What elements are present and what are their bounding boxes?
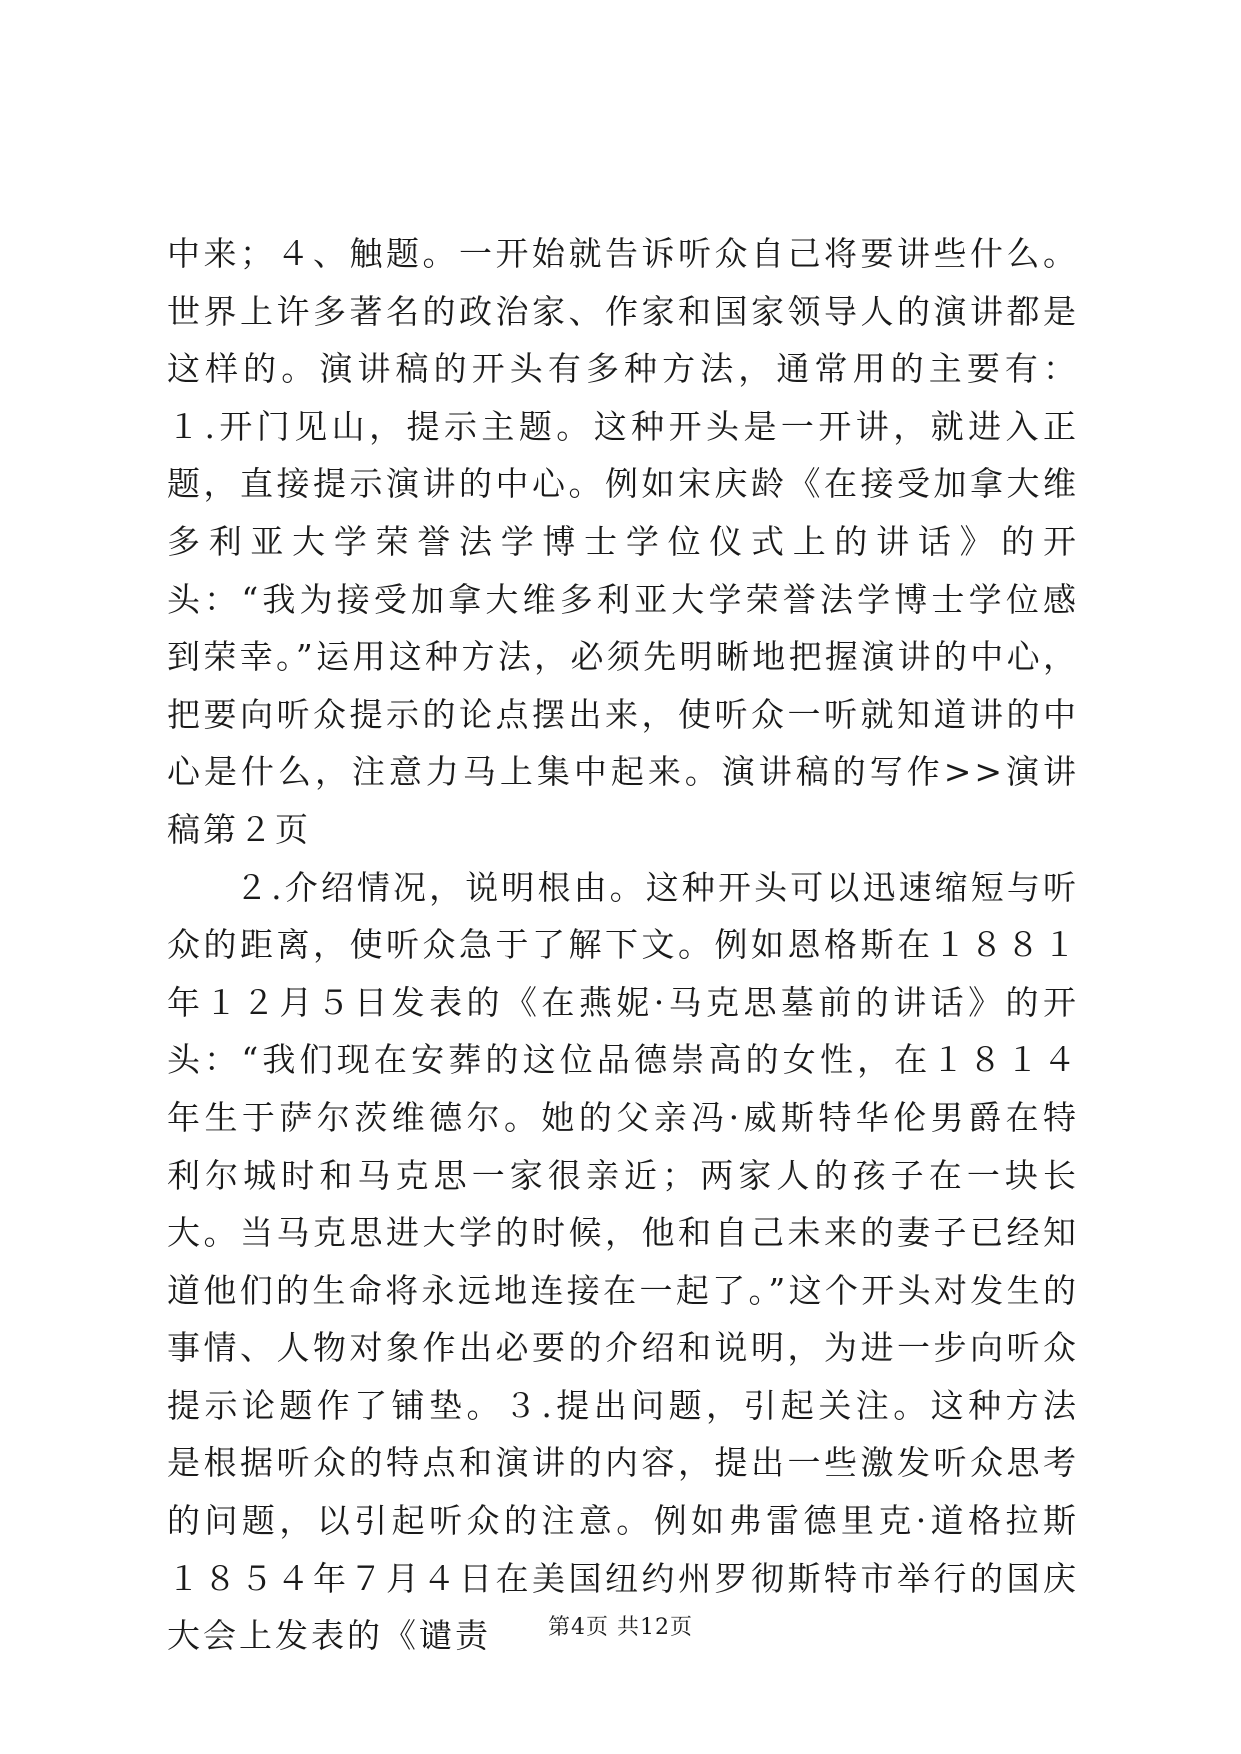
paragraph-1: 中来；４、触题。一开始就告诉听众自己将要讲些什么。世界上许多著名的政治家、作家和国家领导人的演讲都是这样的。演讲稿的开头有多种方法，通常用的主要有：１.开门见山，提示主题。这种开头是一开讲，就进入正题，直接提示演讲的中心。例如宋庆龄《在接受加拿大维多利亚大学荣誉法学博士学位仪式上的讲话》的开头：“我为接受加拿大维多利亚大学荣誉法学博士学位感到荣幸。”运用这种方法，必须先明晰地把握演讲的中心，把要向听众提示的论点摆出来，使听众一听就知道讲的中心是什么，注意力马上集中起来。演讲稿的写作>>演讲稿第２页	[167, 234, 1079, 849]
page-number-footer: 第4页 共12页	[548, 1615, 693, 1640]
paragraph-2: ２.介绍情况，说明根由。这种开头可以迅速缩短与听众的距离，使听众急于了解下文。例如恩格斯在１８８１年１２月５日发表的《在燕妮·马克思墓前的讲话》的开头：“我们现在安葬的这位品德崇高的女性，在１８１４年生于萨尔茨维德尔。她的父亲冯·威斯特华伦男爵在特利尔城时和马克思一家很亲近；两家人的孩子在一块长大。当马克思进大学的时候，他和自己未来的妻子已经知道他们的生命将永远地连接在一起了。”这个开头对发生的事情、人物对象作出必要的介绍和说明，为进一步向听众提示论题作了铺垫。３.提出问题，引起关注。这种方法是根据听众的特点和演讲的内容，提出一些激发听众思考的问题，以引起听众的注意。例如弗雷德里克·道格拉斯１８５４年７月４日在美国纽约州罗彻斯特市举行的国庆大会上发表的《谴责	[167, 867, 1079, 1656]
document-body	[167, 225, 1079, 1665]
